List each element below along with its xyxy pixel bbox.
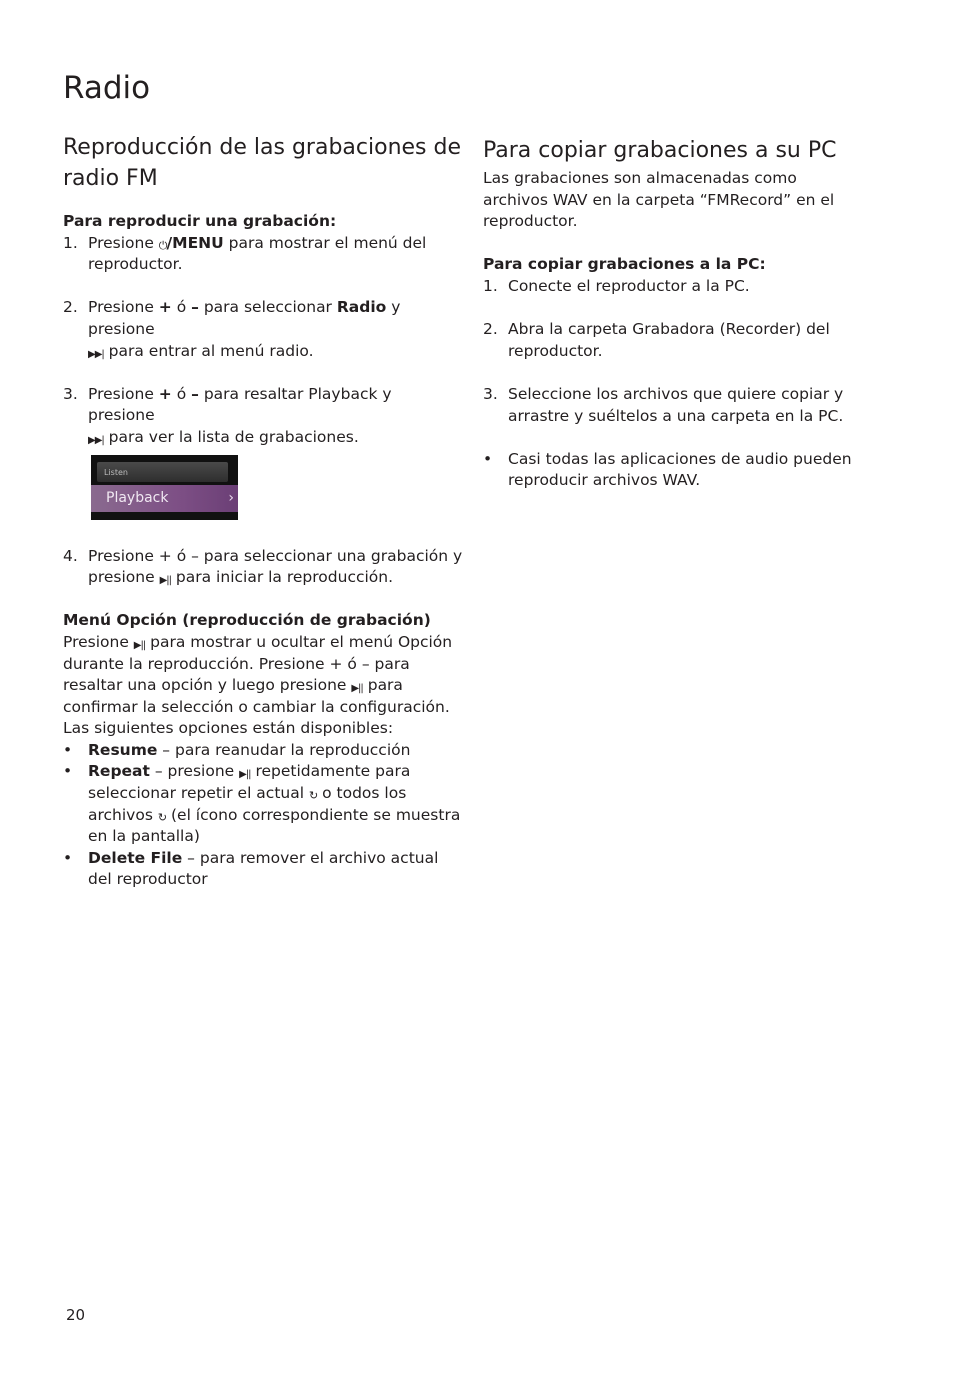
copy-intro: Las grabaciones son almacenadas como archivos WAV en la carpeta “FMRecord” en el reproductor. (483, 169, 835, 231)
page-title: Radio (63, 70, 151, 106)
options-available: Las siguientes opciones están disponibles: (63, 719, 394, 738)
repeat-all-icon: ↻ (157, 810, 167, 824)
list-item: • Repeat – presione ▶|| repetidamente para seleccionar repetir el actual ↻ o todos los archivos ↻ (el ícono correspondiente se muestra en la pantalla) (63, 762, 461, 846)
option-paragraph: Presione ▶|| para mostrar u ocultar el menú Opción durante la reproducción. Presione + ó – para resaltar una opción y luego presione ▶|| para confirmar la selección o cambiar la configuración. (63, 632, 453, 716)
list-item: 1. Conecte el reproductor a la PC. (483, 276, 750, 295)
playback-steps (63, 233, 463, 449)
list-item: • Resume – para reanudar la reproducción (63, 740, 411, 759)
list-item: 2. Abra la carpeta Grabadora (Recorder) del reproductor. (483, 320, 830, 360)
option-subheading: Menú Opción (reproducción de grabación) (63, 611, 431, 630)
list-item: 3. Seleccione los archivos que quiere copiar y arrastre y suéltelos a una carpeta en la PC. (483, 384, 844, 425)
option-bullets (63, 740, 463, 891)
skip-forward-icon: ▶▶| (88, 434, 104, 446)
list-item: 3. Presione + ó – para resaltar Playback y presione ▶▶| para ver la lista de grabaciones. (63, 384, 392, 446)
list-item: 1. Presione ⏻/MENU para mostrar el menú del reproductor. (63, 233, 427, 274)
list-item: 4. Presione + ó – para seleccionar una grabación y presione ▶|| para iniciar la reproducción. (63, 546, 463, 587)
play-subheading: Para reproducir una grabación: (63, 212, 337, 230)
play-pause-icon: ▶|| (239, 769, 251, 781)
skip-forward-icon: ▶▶| (88, 348, 104, 360)
repeat-one-icon: ↻ (308, 789, 318, 803)
play-pause-icon: ▶|| (351, 683, 363, 695)
play-pause-icon: ▶|| (159, 575, 171, 587)
playback-steps-cont (63, 546, 463, 589)
device-screen-image (91, 455, 238, 520)
chevron-right-icon: › (228, 489, 234, 506)
play-pause-icon: ▶|| (133, 639, 146, 651)
list-item: • Casi todas las aplicaciones de audio pueden reproducir archivos WAV. (483, 449, 852, 490)
section-heading-copy: Para copiar grabaciones a su PC (483, 138, 837, 163)
copy-steps (483, 276, 863, 492)
list-item: • Delete File – para remover el archivo actual del reproductor (63, 848, 439, 889)
list-item: 2. Presione + ó – para seleccionar Radio y presione ▶▶| para entrar al menú radio. (63, 298, 401, 360)
screen-selected-item: Playback › (91, 485, 238, 512)
right-column (483, 135, 863, 492)
page-number: 20 (66, 1306, 86, 1324)
power-icon: ⏻ (158, 238, 167, 252)
screen-header: Listen (97, 462, 228, 482)
section-heading-playback: Reproducción de las grabaciones de radio FM (63, 135, 462, 191)
left-column (63, 132, 463, 891)
copy-subheading: Para copiar grabaciones a la PC: (483, 255, 766, 274)
